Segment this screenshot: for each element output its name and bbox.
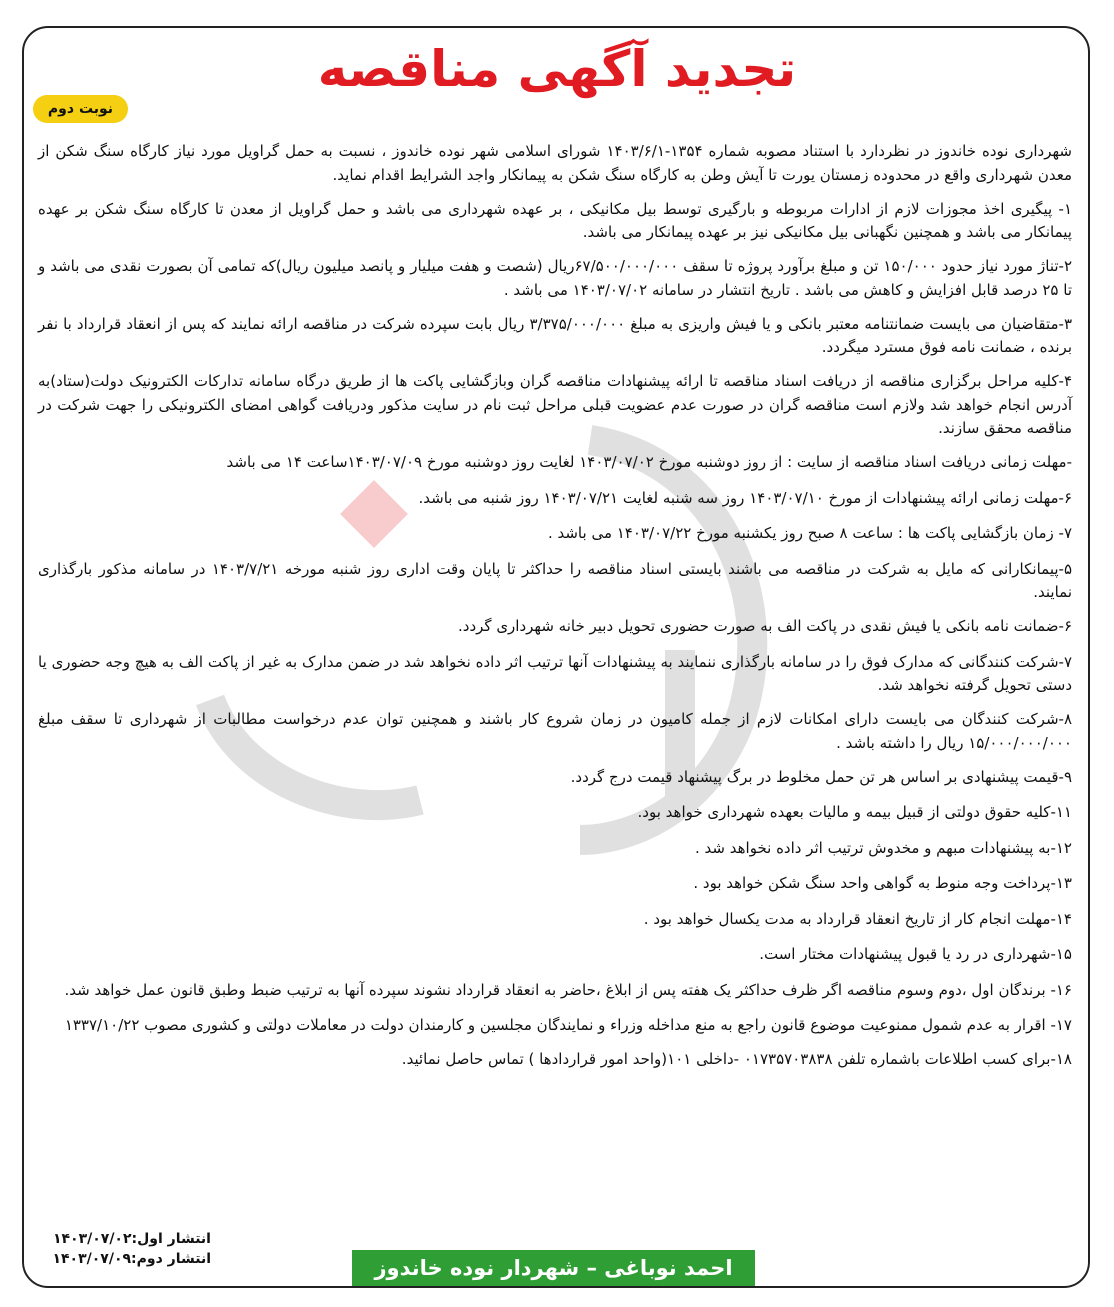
clause-paragraph: ۱۳-پرداخت وجه منوط به گواهی واحد سنگ شکن خواهد بود . xyxy=(693,874,1072,892)
clause-paragraph: ۱۲-به پیشنهادات مبهم و مخدوش ترتیب اثر داده نخواهد شد . xyxy=(695,838,1072,857)
clause-paragraph: ۶-ضمانت نامه بانکی یا فیش نقدی در پاکت الف به صورت حضوری تحویل دبیر خانه شهرداری گردد. xyxy=(458,617,1072,635)
second-publication: انتشار دوم:۱۴۰۳/۰۷/۰۹ xyxy=(52,1251,211,1267)
clause-paragraph: ۱- پیگیری اخذ مجوزات لازم از ادارات مربوطه و بارگیری توسط بیل مکانیکی ، بر عهده شهرداری می باشد و حمل گراویل از معدن تا کارگاه سنگ شکن بر عهده پیمانکار می باشد و همچنین نگهبانی بیل مکانیکی نیز بر عهده پیمانکار می باشد. xyxy=(38,199,1072,241)
clause-paragraph: ۸-شرکت کنندگان می بایست دارای امکانات لازم از جمله کامیون در زمان شروع کار باشند و همچنین توان عدم درخواست مطالبات از شهرداری تا سقف مبلغ ۱۵/۰۰۰/۰۰۰/۰۰۰ ریال را داشته باشد . xyxy=(38,710,1072,752)
clause-paragraph: ۱۴-مهلت انجام کار از تاریخ انعقاد قرارداد به مدت یکسال خواهد بود . xyxy=(643,909,1072,928)
insertion-badge: نوبت دوم xyxy=(33,95,128,123)
first-publication: انتشار اول:۱۴۰۳/۰۷/۰۲ xyxy=(52,1231,211,1247)
notice-title: تجدید آگهی مناقصه xyxy=(317,40,797,98)
clause-paragraph: ۱۷- اقرار به عدم شمول ممنوعیت موضوع قانون راجع به منع مداخله وزراء و نمایندگان مجلسین و کارمندان دولت در معاملات دولتی و کشوری مصوب ۱۳۳۷/۱۰/۲۲ xyxy=(64,1016,1072,1034)
clause-paragraph: ۶-مهلت زمانی ارائه پیشنهادات از مورخ ۱۴۰۳/۰۷/۱۰ روز سه شنبه لغایت ۱۴۰۳/۰۷/۲۱ روز شنبه می باشد. xyxy=(418,488,1072,507)
clause-paragraph: ۱۵-شهرداری در رد یا قبول پیشنهادات مختار است. xyxy=(759,945,1072,963)
publication-dates xyxy=(36,1229,211,1269)
signature-bar: احمد نوباغی – شهردار نوده خاندوز xyxy=(352,1250,755,1286)
notice-body xyxy=(38,140,1072,1082)
clause-paragraph: ۷-شرکت کنندگانی که مدارک فوق را در سامانه بارگذاری ننمایند به پیشنهادات آنها ترتیب اثر داده نخواهد شد در ضمن مدارک به غیر از پاکت الف به هیچ وجه حضوری یا دستی تحویل گرفته نخواهد شد. xyxy=(38,652,1072,694)
contact-paragraph: ۱۸-برای کسب اطلاعات باشماره تلفن ۰۱۷۳۵۷۰۳۸۳۸ -داخلی ۱۰۱(واحد امور قراردادها ) تماس حاصل نمائید. xyxy=(401,1050,1072,1068)
clause-paragraph: ۹-قیمت پیشنهادی بر اساس هر تن حمل مخلوط در برگ پیشنهاد قیمت درج گردد. xyxy=(570,767,1072,786)
clause-paragraph: ۲-تناژ مورد نیاز حدود ۱۵۰/۰۰۰ تن و مبلغ برآورد پروژه تا سقف ۶۷/۵۰۰/۰۰۰/۰۰۰ریال (شصت و هفت میلیار و پانصد میلیون ریال)که تمامی آن بصورت نقدی می باشد و تا ۲۵ درصد قابل افزایش و کاهش می باشد . تاریخ انتشار در سامانه ۱۴۰۳/۰۷/۰۲ می باشد . xyxy=(38,257,1072,299)
clause-paragraph: ۷- زمان بازگشایی پاکت ها : ساعت ۸ صبح روز یکشنبه مورخ ۱۴۰۳/۰۷/۲۲ می باشد . xyxy=(547,524,1072,542)
clause-paragraph: -مهلت زمانی دریافت اسناد مناقصه از سایت : از روز دوشنبه مورخ ۱۴۰۳/۰۷/۰۲ لغایت روز دوشنبه مورخ ۱۴۰۳/۰۷/۰۹ساعت ۱۴ می باشد xyxy=(226,453,1072,471)
clause-paragraph: ۵-پیمانکارانی که مایل به شرکت در مناقصه می باشند بایستی اسناد مناقصه را حداکثر تا پایان وقت اداری روز شنبه مورخه ۱۴۰۳/۷/۲۱ در سامانه مذکور بارگذاری نمایند. xyxy=(38,559,1072,601)
clause-paragraph: ۴-کلیه مراحل برگزاری مناقصه از دریافت اسناد مناقصه تا ارائه پیشنهادات مناقصه گران وبازگشایی پاکت ها از طریق درگاه سامانه تدارکات الکترونیک دولت(ستاد)به آدرس انجام خواهد شد ولازم است مناقصه گران در صورت عدم عضویت قبلی مراحل ثبت نام در سایت مذکور ودریافت گواهی امضای الکترونیکی را جهت شرکت در مناقصه محقق سازند. xyxy=(38,372,1072,437)
clause-paragraph: ۱۱-کلیه حقوق دولتی از قبیل بیمه و مالیات بعهده شهرداری خواهد بود. xyxy=(637,803,1072,821)
clause-paragraph: ۳-متقاضیان می بایست ضمانتنامه معتبر بانکی و یا فیش واریزی به مبلغ ۳/۳۷۵/۰۰۰/۰۰۰ ریال بابت سپرده شرکت در مناقصه ارائه نمایند که پس از انعقاد قرارداد با نفر برنده ، ضمانت نامه فوق مسترد میگردد. xyxy=(38,314,1072,356)
intro-paragraph: شهرداری نوده خاندوز در نظردارد با استناد مصوبه شماره ۱۳۵۴-۱۴۰۳/۶/۱ شورای اسلامی شهر نوده خاندوز ، نسبت به حمل گراویل مورد نیاز کارگاه سنگ شکن از معدن شهرداری واقع در محدوده زمستان یورت تا آیش وطن به کارگاه سنگ شکن به پیمانکار واجد الشرایط اقدام نماید. xyxy=(38,142,1072,184)
clause-paragraph: ۱۶- برندگان اول ،دوم وسوم مناقصه اگر ظرف حداکثر یک هفته پس از ابلاغ ،حاضر به انعقاد قرارداد نشوند سپرده آنها به ترتیب ضبط وطبق قانون عمل خواهد شد. xyxy=(64,980,1072,999)
